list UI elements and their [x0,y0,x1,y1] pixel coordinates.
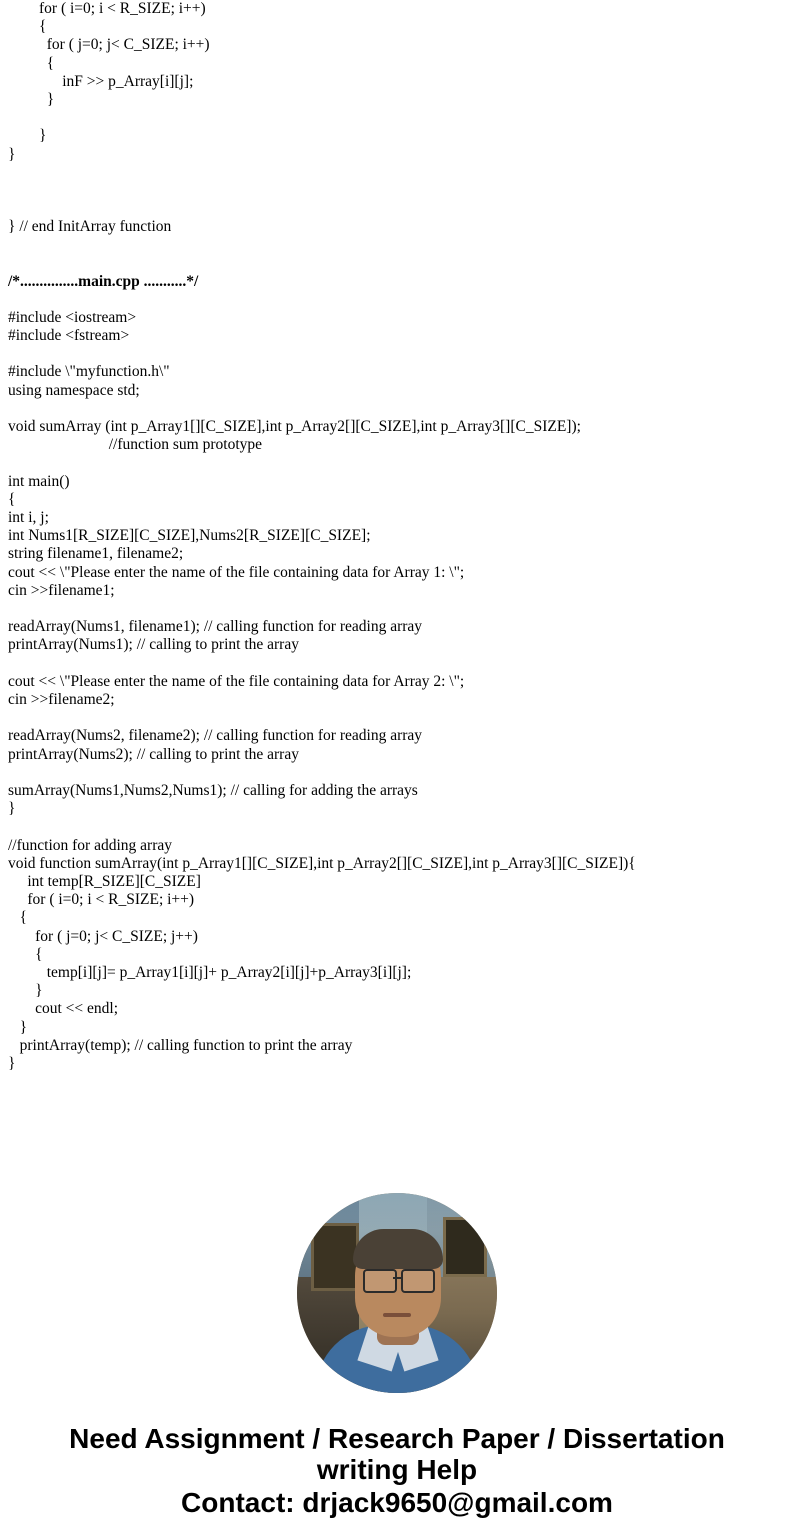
photo-background-frame-left [311,1223,359,1291]
code-line: #include <fstream> [8,326,130,344]
code-line: } [8,800,16,818]
code-line: cout << \"Please enter the name of the file containing data for Array 1: \"; [8,563,465,581]
section-header-maincpp: /*...............main.cpp ...........*/ [8,272,199,290]
code-line-blank [8,655,786,673]
code-line: printArray(Nums2); // calling to print the array [8,745,299,763]
code-line: { [8,54,55,72]
code-line: for ( j=0; j< C_SIZE; j++) [8,927,198,945]
code-line: int main() [8,472,70,490]
code-block-top [0,0,794,237]
code-line-blank [8,164,786,182]
code-line: { [8,945,43,963]
code-line: } [8,91,55,109]
code-line: cout << endl; [8,1000,119,1018]
eyeglasses-left-lens-icon [363,1269,397,1293]
code-line: cout << \"Please enter the name of the file containing data for Array 2: \"; [8,672,465,690]
code-line: int Nums1[R_SIZE][C_SIZE],Nums2[R_SIZE][C_SIZE]; [8,527,371,545]
code-line: cin >>filename2; [8,690,115,708]
code-line: #include <iostream> [8,308,137,326]
code-line: cin >>filename1; [8,581,115,599]
code-line: printArray(temp); // calling function to print the array [8,1036,353,1054]
code-line: } // end InitArray function [8,218,172,236]
code-line: } [8,127,47,145]
code-line: } [8,1018,28,1036]
code-line: readArray(Nums1, filename1); // calling function for reading array [8,618,423,636]
code-line: printArray(Nums1); // calling to print the array [8,636,299,654]
code-line-blank [8,109,786,127]
code-line-blank [8,400,786,418]
code-line: void function sumArray(int p_Array1[][C_SIZE],int p_Array2[][C_SIZE],int p_Array3[][C_SIZE]){ [8,854,636,872]
eyeglasses-bridge-icon [393,1277,401,1279]
section-spacer-2 [0,291,794,309]
code-line: for ( i=0; i < R_SIZE; i++) [8,891,195,909]
portrait-hair [353,1229,443,1269]
code-line: temp[i][j]= p_Array1[i][j]+ p_Array2[i][j]+p_Array3[i][j]; [8,963,412,981]
code-line: int temp[R_SIZE][C_SIZE] [8,872,201,890]
code-line: readArray(Nums2, filename2); // calling function for reading array [8,727,423,745]
code-line-blank [8,200,786,218]
code-line: void sumArray (int p_Array1[][C_SIZE],int p_Array2[][C_SIZE],int p_Array3[][C_SIZE]); [8,417,581,435]
code-block-main [0,309,794,1073]
code-line: } [8,982,43,1000]
code-line-blank [8,764,786,782]
code-line: using namespace std; [8,381,140,399]
photo-background-frame-right [443,1217,487,1277]
code-line: sumArray(Nums1,Nums2,Nums1); // calling for adding the arrays [8,781,418,799]
code-line-blank [8,600,786,618]
code-line: //function for adding array [8,836,172,854]
code-line: string filename1, filename2; [8,545,184,563]
code-line-blank [8,709,786,727]
code-line: for ( j=0; j< C_SIZE; i++) [8,36,210,54]
code-line-blank [8,182,786,200]
code-line: #include \"myfunction.h\" [8,363,170,381]
avatar [297,1193,497,1393]
code-line: inF >> p_Array[i][j]; [8,72,194,90]
code-line-blank [8,818,786,836]
code-line: int i, j; [8,508,49,526]
code-line: } [8,145,16,163]
code-line: { [8,18,47,36]
section-spacer [0,237,794,273]
eyeglasses-right-lens-icon [401,1269,435,1293]
code-line: { [8,490,16,508]
section-header-block [0,273,794,291]
portrait-mouth [383,1313,411,1317]
code-line: for ( i=0; i < R_SIZE; i++) [8,0,206,17]
code-line-blank [8,454,786,472]
author-photo-container [0,1193,794,1393]
code-line: { [8,909,28,927]
code-line-blank [8,345,786,363]
promo-contact: Contact: drjack9650@gmail.com [181,1487,613,1519]
promo-block [0,1423,794,1518]
code-line: //function sum prototype [8,436,263,454]
promo-headline: Need Assignment / Research Paper / Dissertation writing Help [69,1423,725,1486]
code-line: } [8,1054,16,1072]
